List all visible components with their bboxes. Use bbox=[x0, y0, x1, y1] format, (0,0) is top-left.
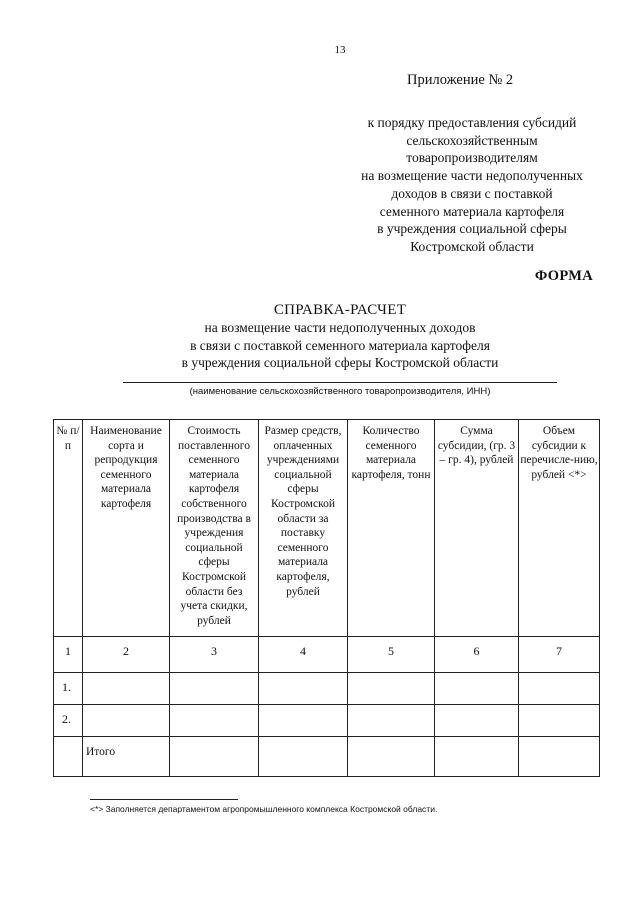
row-number: 2. bbox=[54, 705, 83, 737]
page-number: 13 bbox=[334, 44, 346, 56]
column-header-subsidy-transfer: Объем субсидии к перечисле-нию, рублей <*> bbox=[519, 420, 600, 637]
table-cell[interactable] bbox=[519, 705, 600, 737]
document-subtitle-line: на возмещение части недополученных доходов bbox=[204, 320, 476, 335]
annex-subtitle-line: сельскохозяйственным bbox=[406, 132, 538, 148]
table-cell[interactable] bbox=[83, 705, 170, 737]
annex-subtitle-line: доходов в связи с поставкой bbox=[391, 185, 553, 201]
table-cell[interactable] bbox=[519, 737, 600, 777]
column-header-paid: Размер средств, оплаченных учреждениями социальной сферы Костромской области за поставку семенного материала картофеля, рублей bbox=[259, 420, 348, 637]
table-cell[interactable] bbox=[348, 673, 435, 705]
total-label: Итого bbox=[83, 737, 170, 777]
column-header-subsidy-sum: Сумма субсидии, (гр. 3 – гр. 4), рублей bbox=[435, 420, 519, 637]
table-cell bbox=[54, 737, 83, 777]
table-cell[interactable] bbox=[83, 673, 170, 705]
column-header-cost: Стоимость поставленного семенного материала картофеля собственного производства в учреждения социальной сферы Костромской области без учета скидки, рублей bbox=[170, 420, 259, 637]
annex-title: Приложение № 2 bbox=[407, 72, 514, 88]
document-title: СПРАВКА-РАСЧЕТ bbox=[273, 302, 407, 318]
column-header-variety: Наименование сорта и репродукция семенного материала картофеля bbox=[83, 420, 170, 637]
calculation-table bbox=[53, 419, 600, 777]
row-number: 1. bbox=[54, 673, 83, 705]
producer-name-line[interactable] bbox=[123, 382, 557, 383]
column-number: 4 bbox=[259, 637, 348, 673]
footnote: <*> Заполняется департаментом агропромышленного комплекса Костромской области. bbox=[90, 804, 438, 814]
producer-name-caption: (наименование сельскохозяйственного товаропроизводителя, ИНН) bbox=[189, 386, 491, 397]
annex-subtitle-line: на возмещение части недополученных bbox=[361, 168, 583, 184]
table-cell[interactable] bbox=[259, 705, 348, 737]
annex-subtitle bbox=[318, 114, 626, 256]
table-cell[interactable] bbox=[435, 673, 519, 705]
document-subtitle-line: в учреждения социальной сферы Костромской области bbox=[181, 355, 499, 370]
column-header-number: № п/п bbox=[54, 420, 83, 637]
table-cell[interactable] bbox=[348, 737, 435, 777]
table-cell[interactable] bbox=[348, 705, 435, 737]
column-number: 2 bbox=[83, 637, 170, 673]
annex-subtitle-line: Костромской области bbox=[410, 238, 534, 254]
annex-subtitle-line: семенного материала картофеля bbox=[379, 203, 565, 219]
annex-subtitle-line: товаропроизводителям bbox=[406, 150, 538, 166]
table-cell[interactable] bbox=[259, 673, 348, 705]
footnote-divider bbox=[90, 799, 238, 800]
column-header-quantity: Количество семенного материала картофеля, тонн bbox=[348, 420, 435, 637]
column-number: 1 bbox=[54, 637, 83, 673]
table-cell[interactable] bbox=[259, 737, 348, 777]
form-label: ФОРМА bbox=[534, 268, 593, 284]
annex-subtitle-line: в учреждения социальной сферы bbox=[377, 221, 567, 237]
annex-subtitle-line: к порядку предоставления субсидий bbox=[367, 115, 577, 130]
total-row bbox=[54, 737, 600, 777]
table-cell[interactable] bbox=[170, 673, 259, 705]
column-number: 3 bbox=[170, 637, 259, 673]
table-cell[interactable] bbox=[170, 705, 259, 737]
document-subtitle bbox=[0, 319, 640, 372]
table-cell[interactable] bbox=[435, 737, 519, 777]
table-cell[interactable] bbox=[519, 673, 600, 705]
document-subtitle-line: в связи с поставкой семенного материала картофеля bbox=[190, 337, 490, 353]
column-number-row bbox=[54, 637, 600, 673]
column-number: 6 bbox=[435, 637, 519, 673]
table-header-row bbox=[54, 420, 600, 637]
table-row bbox=[54, 673, 600, 705]
column-number: 5 bbox=[348, 637, 435, 673]
table-row bbox=[54, 705, 600, 737]
column-number: 7 bbox=[519, 637, 600, 673]
table-cell[interactable] bbox=[435, 705, 519, 737]
table-cell[interactable] bbox=[170, 737, 259, 777]
